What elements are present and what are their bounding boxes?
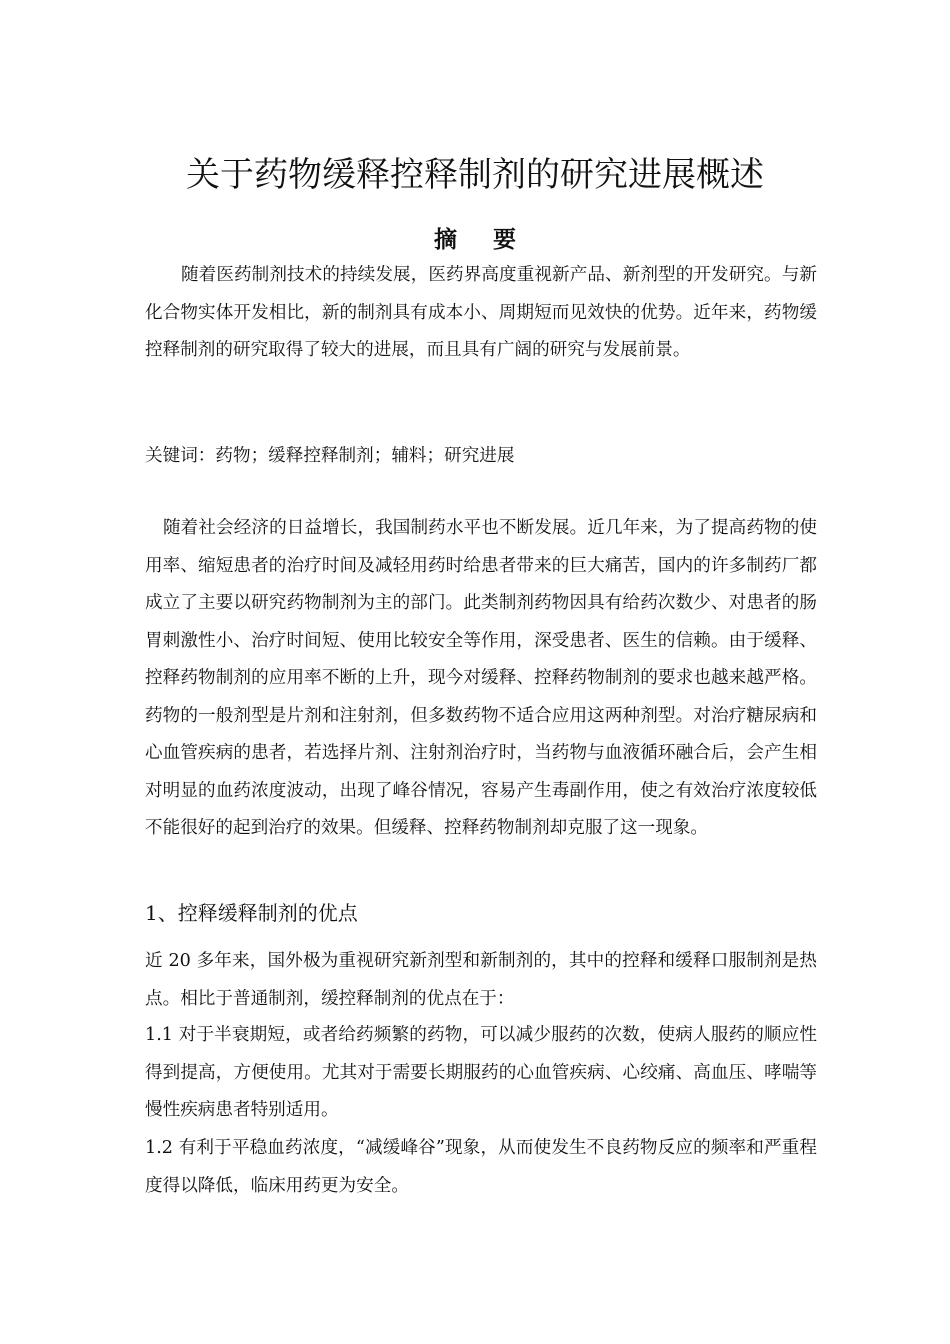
document-title: 关于药物缓释控释制剂的研究进展概述 bbox=[186, 154, 764, 195]
abstract-paragraph: 随着医药制剂技术的持续发展，医药界高度重视新产品、新剂型的开发研究。与新化合物实体开发相比，新的制剂具有成本小、周期短而见效快的优势。近年来，药物缓控释制剂的研究取得了较大的进展，而且具有广阔的研究与发展前景。 bbox=[145, 265, 817, 360]
intro-paragraph: 随着社会经济的日益增长，我国制药水平也不断发展。近几年来，为了提高药物的使用率、缩短患者的治疗时间及减轻用药时给患者带来的巨大痛苦，国内的许多制药厂都成立了主要以研究药物制剂为主的部门。此类制剂药物因具有给药次数少、对患者的肠胃刺激性小、治疗时间短、使用比较安全等作用，深受患者、医生的信赖。由于缓释、控释药物制剂的应用率不断的上升，现今对缓释、控释药物制剂的要求也越来越严格。药物的一般剂型是片剂和注射剂，但多数药物不适合应用这两种剂型。对治疗糖尿病和心血管疾病的患者，若选择片剂、注射剂治疗时，当药物与血液循环融合后，会产生相对明显的血药浓度波动，出现了峰谷情况，容易产生毒副作用，使之有效治疗浓度较低不能很好的起到治疗的效果。但缓释、控释药物制剂却克服了这一现象。 bbox=[145, 518, 817, 838]
point-1-2: 1.2 有利于平稳血药浓度，“减缓峰谷”现象，从而使发生不良药物反应的频率和严重程度得以降低，临床用药更为安全。 bbox=[145, 1138, 817, 1196]
section-1-heading: 1、控释缓释制剂的优点 bbox=[145, 901, 358, 925]
point-1-1: 1.1 对于半衰期短，或者给药频繁的药物，可以减少服药的次数，使病人服药的顺应性得到提高，方便使用。尤其对于需要长期服药的心血管疾病、心绞痛、高血压、哮喘等慢性疾病患者特别适用。 bbox=[145, 1025, 817, 1120]
keywords-line: 关键词：药物；缓释控释制剂；辅料；研究进展 bbox=[145, 446, 515, 466]
section-1-intro: 近 20 多年来，国外极为重视研究新剂型和新制剂的，其中的控释和缓释口服制剂是热点。相比于普通制剂，缓控释制剂的优点在于： bbox=[145, 951, 817, 1009]
abstract-heading: 摘 要 bbox=[433, 227, 530, 254]
